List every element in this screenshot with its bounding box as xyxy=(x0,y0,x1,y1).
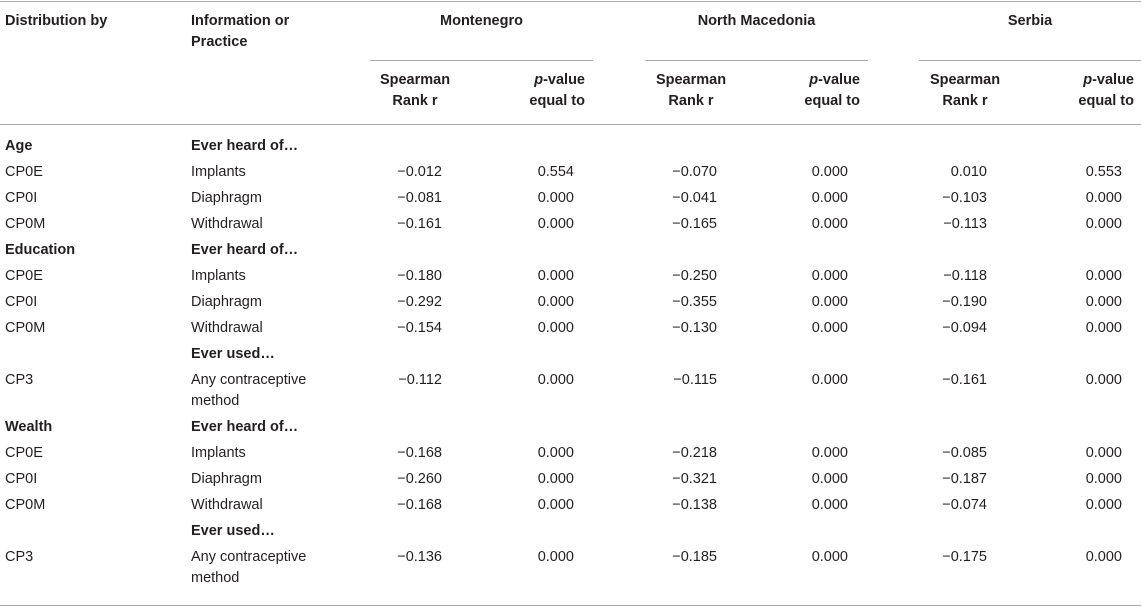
row-info: Withdrawal xyxy=(191,497,263,513)
spearman-r-cell: −0.154 xyxy=(397,320,442,336)
spearman-r-cell: −0.355 xyxy=(672,294,717,310)
p-value-cell: 0.000 xyxy=(811,471,848,487)
p-value-cell: 0.000 xyxy=(811,549,848,565)
p-value-cell: 0.000 xyxy=(1085,471,1122,487)
row-code: CP0M xyxy=(5,497,46,513)
row-info-line2: method xyxy=(191,570,240,586)
header-country-serbia: Serbia xyxy=(1007,13,1053,29)
p-value-cell: 0.000 xyxy=(1085,268,1122,284)
serbia-rank-r-header: Rank r xyxy=(942,93,988,109)
spearman-r-cell: −0.115 xyxy=(673,372,717,388)
north-macedonia-p-value-header xyxy=(750,70,860,91)
row-info: Diaphragm xyxy=(191,190,262,206)
montenegro-rank-r-header: Rank r xyxy=(392,93,438,109)
north-macedonia-spearman-header: Spearman xyxy=(655,72,727,88)
spearman-r-cell: −0.218 xyxy=(672,445,717,461)
p-value-cell: 0.000 xyxy=(811,320,848,336)
north-macedonia-subrule xyxy=(645,60,868,61)
spearman-r-cell: −0.250 xyxy=(672,268,717,284)
spearman-r-cell: −0.074 xyxy=(942,497,987,513)
header-distribution-by: Distribution by xyxy=(5,13,108,29)
spearman-r-cell: −0.292 xyxy=(397,294,442,310)
spearman-r-cell: −0.130 xyxy=(672,320,717,336)
spearman-r-cell: −0.185 xyxy=(672,549,717,565)
p-value-suffix: -value xyxy=(818,72,860,88)
row-code: CP3 xyxy=(5,549,34,565)
top-rule xyxy=(0,1,1141,2)
spearman-r-cell: −0.190 xyxy=(942,294,987,310)
p-value-cell: 0.000 xyxy=(537,372,574,388)
row-code: CP0M xyxy=(5,320,46,336)
spearman-r-cell: 0.010 xyxy=(950,164,987,180)
row-info: Implants xyxy=(191,445,246,461)
north-macedonia-rank-r-header: Rank r xyxy=(668,93,714,109)
spearman-r-cell: −0.180 xyxy=(397,268,442,284)
spearman-r-cell: −0.165 xyxy=(672,216,717,232)
p-value-cell: 0.000 xyxy=(811,294,848,310)
p-value-cell: 0.000 xyxy=(537,445,574,461)
p-value-cell: 0.000 xyxy=(537,190,574,206)
p-value-suffix: -value xyxy=(1092,72,1134,88)
p-value-cell: 0.000 xyxy=(811,497,848,513)
montenegro-spearman-header: Spearman xyxy=(379,72,451,88)
row-info: Diaphragm xyxy=(191,471,262,487)
north-macedonia-equal-to-header: equal to xyxy=(804,93,860,109)
spearman-r-cell: −0.321 xyxy=(672,471,717,487)
spearman-r-cell: −0.168 xyxy=(397,445,442,461)
section-label: Age xyxy=(5,138,33,154)
row-info: Implants xyxy=(191,164,246,180)
spearman-r-cell: −0.168 xyxy=(397,497,442,513)
row-code: CP3 xyxy=(5,372,34,388)
header-information-line1: Information or xyxy=(191,13,290,29)
p-value-cell: 0.000 xyxy=(537,216,574,232)
section-info: Ever heard of… xyxy=(191,242,299,258)
section-info: Ever heard of… xyxy=(191,419,299,435)
p-italic: p xyxy=(1083,72,1093,88)
p-value-cell: 0.000 xyxy=(537,549,574,565)
spearman-r-cell: −0.081 xyxy=(397,190,442,206)
bottom-rule xyxy=(0,605,1141,606)
p-value-cell: 0.000 xyxy=(537,471,574,487)
p-value-cell: 0.000 xyxy=(537,497,574,513)
serbia-spearman-header: Spearman xyxy=(929,72,1001,88)
p-value-cell: 0.000 xyxy=(811,190,848,206)
row-code: CP0E xyxy=(5,164,43,180)
row-info: Implants xyxy=(191,268,246,284)
row-code: CP0I xyxy=(5,190,38,206)
spearman-r-cell: −0.118 xyxy=(943,268,987,284)
p-value-cell: 0.000 xyxy=(811,268,848,284)
serbia-subrule xyxy=(919,60,1141,61)
p-value-suffix: -value xyxy=(543,72,585,88)
p-value-cell: 0.000 xyxy=(1085,294,1122,310)
spearman-r-cell: −0.136 xyxy=(397,549,442,565)
section-info: Ever heard of… xyxy=(191,138,299,154)
spearman-r-cell: −0.094 xyxy=(942,320,987,336)
row-info: Any contraceptive xyxy=(191,549,307,565)
spearman-r-cell: −0.187 xyxy=(942,471,987,487)
spearman-r-cell: −0.070 xyxy=(672,164,717,180)
spearman-r-cell: −0.041 xyxy=(672,190,717,206)
p-value-cell: 0.000 xyxy=(811,445,848,461)
p-value-cell: 0.554 xyxy=(537,164,574,180)
row-info: Any contraceptive xyxy=(191,372,307,388)
p-value-cell: 0.000 xyxy=(1085,320,1122,336)
spearman-r-cell: −0.112 xyxy=(398,372,442,388)
row-code: CP0I xyxy=(5,294,38,310)
p-value-cell: 0.000 xyxy=(1085,372,1122,388)
spearman-r-cell: −0.012 xyxy=(397,164,442,180)
row-code: CP0M xyxy=(5,216,46,232)
montenegro-p-value-header xyxy=(475,70,585,91)
p-value-cell: 0.000 xyxy=(537,268,574,284)
p-value-cell: 0.000 xyxy=(1085,445,1122,461)
header-country-north-macedonia: North Macedonia xyxy=(697,13,816,29)
row-info-line2: method xyxy=(191,393,240,409)
spearman-r-cell: −0.260 xyxy=(397,471,442,487)
p-value-cell: 0.000 xyxy=(811,372,848,388)
section-info: Ever used… xyxy=(191,346,275,362)
row-code: CP0E xyxy=(5,268,43,284)
p-value-cell: 0.000 xyxy=(537,320,574,336)
serbia-p-value-header xyxy=(1024,70,1134,91)
section-info: Ever used… xyxy=(191,523,275,539)
header-country-montenegro: Montenegro xyxy=(440,13,523,29)
spearman-r-cell: −0.138 xyxy=(672,497,717,513)
row-code: CP0E xyxy=(5,445,43,461)
p-value-cell: 0.000 xyxy=(811,216,848,232)
p-value-cell: 0.553 xyxy=(1085,164,1122,180)
spearman-r-cell: −0.103 xyxy=(942,190,987,206)
row-info: Withdrawal xyxy=(191,320,263,336)
spearman-r-cell: −0.085 xyxy=(942,445,987,461)
p-value-cell: 0.000 xyxy=(1085,190,1122,206)
row-info: Withdrawal xyxy=(191,216,263,232)
p-value-cell: 0.000 xyxy=(1085,216,1122,232)
spearman-r-cell: −0.175 xyxy=(942,549,987,565)
p-value-cell: 0.000 xyxy=(1085,497,1122,513)
header-rule xyxy=(0,124,1141,125)
p-value-cell: 0.000 xyxy=(1085,549,1122,565)
row-info: Diaphragm xyxy=(191,294,262,310)
header-information-line2: Practice xyxy=(191,34,248,50)
serbia-equal-to-header: equal to xyxy=(1078,93,1134,109)
spearman-r-cell: −0.161 xyxy=(942,372,987,388)
section-label: Education xyxy=(5,242,76,258)
p-value-cell: 0.000 xyxy=(811,164,848,180)
montenegro-equal-to-header: equal to xyxy=(529,93,585,109)
p-italic: p xyxy=(809,72,819,88)
p-value-cell: 0.000 xyxy=(537,294,574,310)
p-italic: p xyxy=(534,72,544,88)
spearman-r-cell: −0.161 xyxy=(397,216,442,232)
montenegro-subrule xyxy=(370,60,593,61)
spearman-r-cell: −0.113 xyxy=(943,216,987,232)
row-code: CP0I xyxy=(5,471,38,487)
section-label: Wealth xyxy=(5,419,53,435)
